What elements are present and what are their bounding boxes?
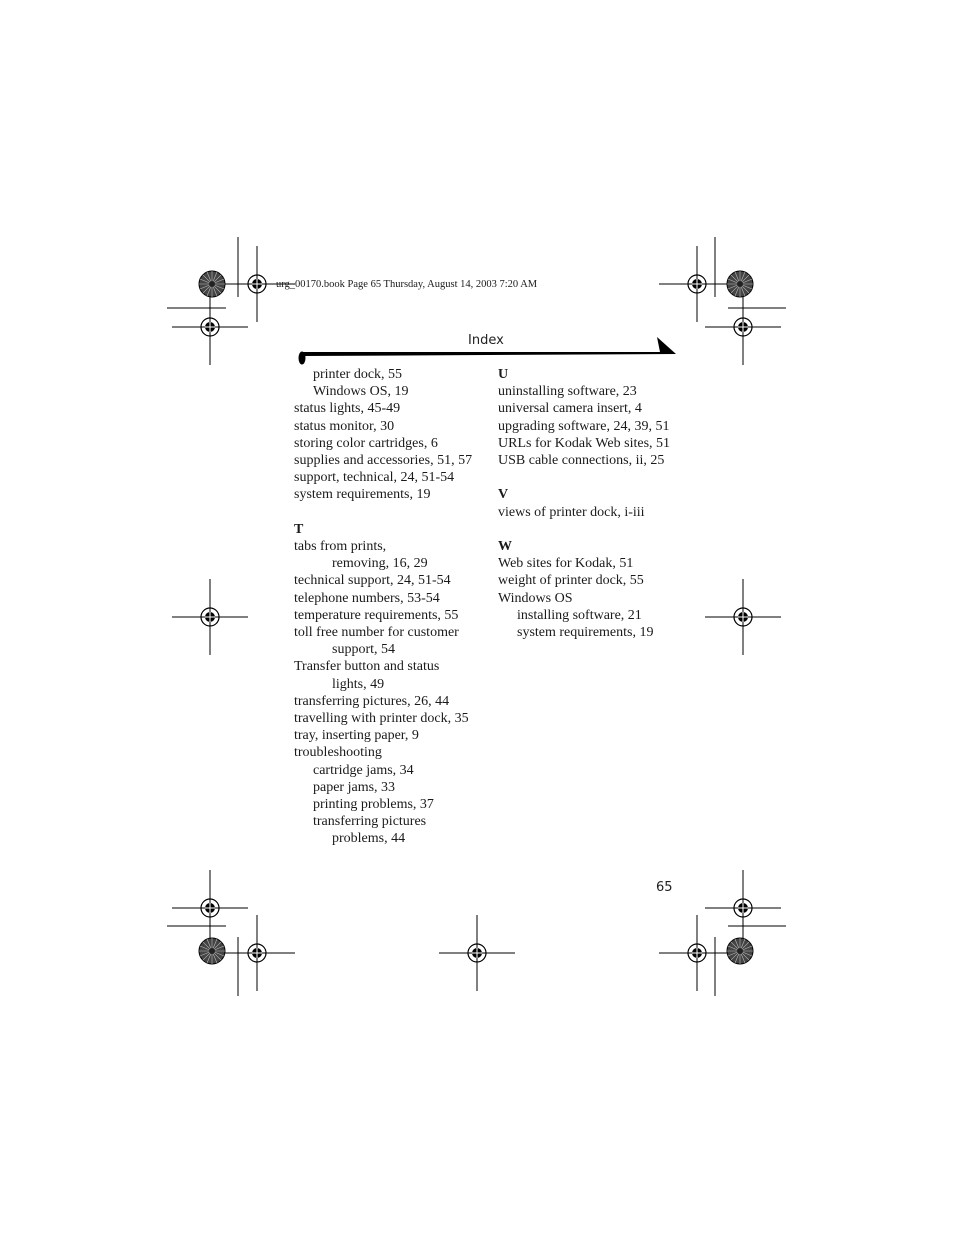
index-continuation: removing, 16, 29	[332, 556, 428, 572]
index-subentry: installing software, 21	[517, 607, 642, 623]
index-entry: troubleshooting	[294, 745, 382, 761]
index-entry: weight of printer dock, 55	[498, 573, 644, 589]
index-entry: system requirements, 19	[294, 487, 431, 503]
index-letter-heading: T	[294, 521, 304, 537]
index-entry: upgrading software, 24, 39, 51	[498, 418, 670, 434]
index-entry: temperature requirements, 55	[294, 607, 459, 623]
index-subentry: paper jams, 33	[313, 779, 396, 795]
index-entry: views of printer dock, i-iii	[498, 504, 645, 520]
index-entry: storing color cartridges, 6	[294, 435, 438, 451]
index-entry: technical support, 24, 51-54	[294, 573, 451, 589]
index-subentry: printer dock, 55	[313, 367, 403, 382]
index-subentry: Windows OS, 19	[313, 384, 409, 400]
index-entry: uninstalling software, 23	[498, 384, 637, 400]
index-entry: transferring pictures, 26, 44	[294, 693, 450, 709]
index-entry: Web sites for Kodak, 51	[498, 556, 634, 572]
index-subentry: system requirements, 19	[517, 625, 654, 641]
index-entry: Transfer button and status	[294, 659, 440, 675]
index-entry: USB cable connections, ii, 25	[498, 453, 665, 469]
running-head: Index	[468, 333, 504, 348]
index-entry: support, technical, 24, 51-54	[294, 470, 455, 486]
index-letter-heading: W	[498, 539, 512, 554]
index-continuation: support, 54	[332, 642, 395, 658]
index-continuation: lights, 49	[332, 676, 385, 692]
section-gap	[498, 521, 688, 538]
file-slug: urg_00170.book Page 65 Thursday, August 14, 2003 7:20 AM	[276, 279, 538, 290]
index-entry: Windows OS	[498, 590, 573, 606]
index-column-left	[294, 366, 484, 848]
page-number: 65	[656, 880, 673, 895]
index-continuation: problems, 44	[332, 831, 406, 847]
index-entry: toll free number for customer	[294, 625, 459, 641]
index-subentry: transferring pictures	[313, 814, 427, 830]
index-entry: tray, inserting paper, 9	[294, 728, 419, 744]
index-entry: status monitor, 30	[294, 418, 395, 434]
section-gap	[498, 469, 688, 486]
index-entry: status lights, 45-49	[294, 401, 401, 417]
index-column-right	[498, 366, 688, 641]
index-entry: universal camera insert, 4	[498, 401, 642, 417]
index-entry: telephone numbers, 53-54	[294, 590, 440, 606]
index-subentry: printing problems, 37	[313, 797, 434, 813]
index-entry: supplies and accessories, 51, 57	[294, 453, 473, 469]
index-letter-heading: U	[498, 367, 509, 382]
index-entry: tabs from prints,	[294, 539, 387, 555]
section-gap	[294, 504, 484, 521]
index-subentry: cartridge jams, 34	[313, 762, 414, 778]
index-entry: URLs for Kodak Web sites, 51	[498, 435, 671, 451]
index-letter-heading: V	[498, 487, 509, 503]
index-entry: travelling with printer dock, 35	[294, 711, 469, 727]
